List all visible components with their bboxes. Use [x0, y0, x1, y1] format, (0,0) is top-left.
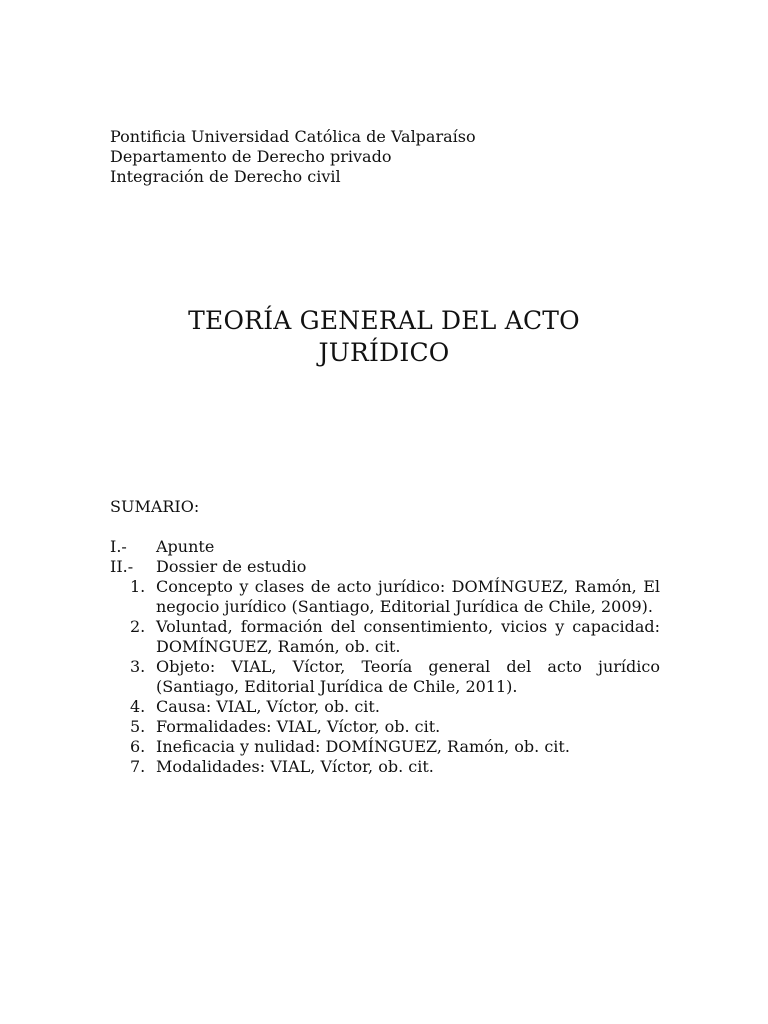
item-text: Objeto: VIAL, Víctor, Teoría general del acto jurídico (Santiago, Editorial Jurídica de Chile, 2011). — [156, 657, 660, 696]
course-name: Integración de Derecho civil — [110, 167, 341, 186]
item-text: Concepto y clases de acto jurídico: DOMÍNGUEZ, Ramón, El negocio jurídico (Santiago, Editorial Jurídica de Chile, 2009). — [156, 577, 660, 616]
item-text: Formalidades: VIAL, Víctor, ob. cit. — [156, 717, 441, 736]
list-item — [130, 657, 660, 697]
item-number: 6. — [130, 737, 146, 756]
university-name: Pontificia Universidad Católica de Valparaíso — [110, 127, 476, 146]
item-number: 2. — [130, 617, 146, 636]
section-label: Apunte — [156, 537, 215, 556]
item-number: 4. — [130, 697, 146, 716]
section-number: II.- — [110, 557, 134, 576]
title-line-2: JURÍDICO — [318, 338, 450, 367]
list-item — [130, 617, 660, 657]
section-row — [110, 537, 660, 557]
document-title — [0, 305, 768, 369]
list-item — [130, 577, 660, 617]
summary-sections — [110, 537, 660, 577]
dossier-item-list — [130, 577, 660, 777]
list-item — [130, 717, 660, 737]
item-number: 7. — [130, 757, 146, 776]
item-text: Voluntad, formación del consentimiento, vicios y capacidad: DOMÍNGUEZ, Ramón, ob. cit. — [156, 617, 660, 656]
item-text: Modalidades: VIAL, Víctor, ob. cit. — [156, 757, 434, 776]
section-label: Dossier de estudio — [156, 557, 307, 576]
item-number: 3. — [130, 657, 146, 676]
item-text: Ineficacia y nulidad: DOMÍNGUEZ, Ramón, ob. cit. — [156, 737, 570, 756]
list-item — [130, 697, 660, 717]
item-text: Causa: VIAL, Víctor, ob. cit. — [156, 697, 380, 716]
title-line-1: TEORÍA GENERAL DEL ACTO — [188, 306, 580, 335]
institution-header — [110, 127, 476, 187]
item-number: 1. — [130, 577, 146, 596]
list-item — [130, 737, 660, 757]
section-number: I.- — [110, 537, 127, 556]
department-name: Departamento de Derecho privado — [110, 147, 392, 166]
section-row — [110, 557, 660, 577]
summary-heading: SUMARIO: — [110, 497, 200, 516]
item-number: 5. — [130, 717, 146, 736]
list-item — [130, 757, 660, 777]
